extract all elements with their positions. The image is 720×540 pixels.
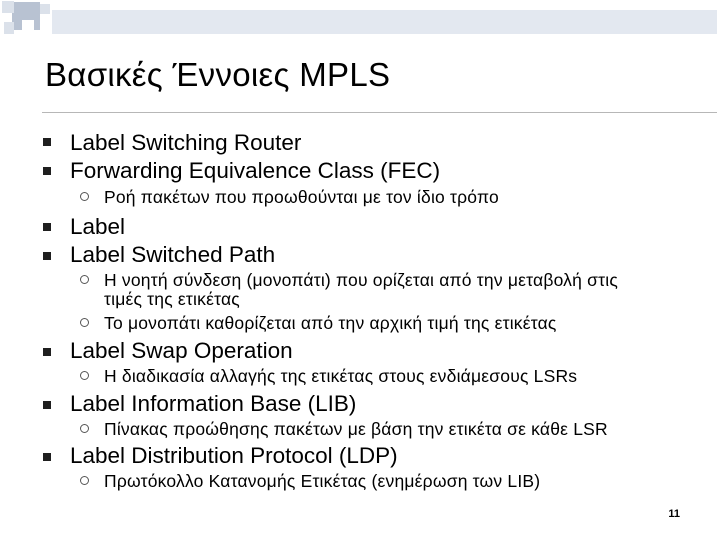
bullet-circle-icon (80, 318, 89, 327)
page-number: 11 (668, 508, 680, 520)
corner-square-white (22, 20, 34, 32)
bullet-square-icon (43, 252, 51, 260)
bullet-circle-icon (80, 424, 89, 433)
sub-bullet-lsp-line1: Η νοητή σύνδεση (μονοπάτι) που ορίζεται από την μεταβολή στις (104, 270, 618, 290)
sub-bullet-swap: Η διαδικασία αλλαγής της ετικέτας στους ενδιάμεσους LSRs (104, 366, 578, 386)
bullet-circle-icon (80, 275, 89, 284)
bullet-lib: Label Information Base (LIB) (70, 391, 357, 416)
sub-bullet-lsp-line2: τιμές της ετικέτας (104, 289, 240, 309)
bullet-square-icon (43, 453, 51, 461)
sub-bullet-lib: Πίνακας προώθησης πακέτων με βάση την ετικέτα σε κάθε LSR (104, 419, 608, 439)
corner-square-small (2, 1, 14, 13)
bullet-label: Label (70, 214, 126, 239)
bullet-square-icon (43, 223, 51, 231)
bullet-square-icon (43, 401, 51, 409)
slide-title: Βασικές Έννοιες MPLS (45, 56, 391, 93)
bullet-ldp: Label Distribution Protocol (LDP) (70, 443, 398, 468)
bullet-circle-icon (80, 476, 89, 485)
bullet-circle-icon (80, 192, 89, 201)
bullet-label-switching-router: Label Switching Router (70, 130, 302, 155)
corner-square-mid (4, 22, 14, 34)
title-underline (42, 112, 717, 113)
bullet-fec: Forwarding Equivalence Class (FEC) (70, 158, 441, 183)
bullet-square-icon (43, 138, 51, 146)
bullet-square-icon (43, 348, 51, 356)
sub-bullet-fec-flow: Ροή πακέτων που προωθούνται με τον ίδιο τρόπο (104, 187, 499, 207)
corner-square-right (40, 4, 50, 14)
bullet-swap: Label Swap Operation (70, 338, 293, 363)
bullet-circle-icon (80, 371, 89, 380)
sub-bullet-lsp-initial: Το μονοπάτι καθορίζεται από την αρχική τιμή της ετικέτας (104, 313, 557, 333)
bullet-square-icon (43, 167, 51, 175)
bullet-lsp: Label Switched Path (70, 242, 276, 267)
sub-bullet-ldp: Πρωτόκολλο Κατανομής Ετικέτας (ενημέρωση των LIB) (104, 471, 541, 491)
header-bar (52, 10, 717, 34)
